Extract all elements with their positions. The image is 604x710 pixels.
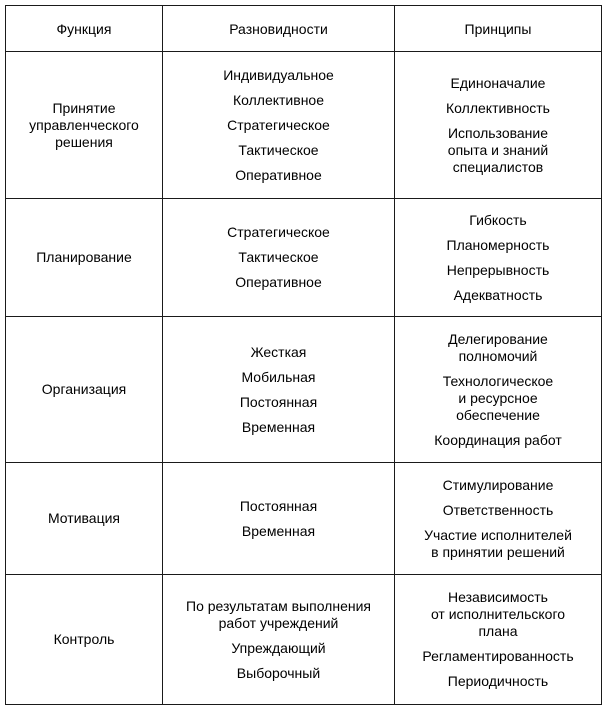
cell-item: Технологическое и ресурсное обеспечение <box>442 372 554 423</box>
table-row <box>6 52 602 199</box>
function-text <box>12 631 156 648</box>
cell-item: Координация работ <box>434 431 562 448</box>
varieties-list <box>169 498 388 540</box>
cell-item: Стимулирование <box>442 476 554 493</box>
varieties-cell <box>163 198 395 317</box>
principles-cell <box>395 52 602 199</box>
cell-item: Оперативное <box>235 166 322 183</box>
cell-item: Гибкость <box>469 211 527 228</box>
function-cell <box>6 575 163 705</box>
cell-item: Мотивация <box>47 510 121 527</box>
function-cell <box>6 317 163 463</box>
cell-item: Коллективность <box>446 99 550 116</box>
function-text <box>12 381 156 398</box>
principles-list <box>401 75 595 176</box>
header-varieties: Разновидности <box>163 6 395 52</box>
cell-item: Упреждающий <box>231 639 326 656</box>
function-text <box>12 510 156 527</box>
function-cell <box>6 198 163 317</box>
cell-item: Делегирование полномочий <box>448 330 548 364</box>
cell-item: Мобильная <box>241 368 316 385</box>
cell-item: Жесткая <box>250 343 307 360</box>
varieties-list <box>169 598 388 682</box>
varieties-cell <box>163 317 395 463</box>
cell-item: Временная <box>241 418 316 435</box>
varieties-cell <box>163 575 395 705</box>
principles-list <box>401 589 595 690</box>
cell-item: Тактическое <box>238 249 319 266</box>
cell-item: Использование опыта и знаний специалистов <box>447 124 549 175</box>
header-principles: Принципы <box>395 6 602 52</box>
cell-item: Постоянная <box>239 393 318 410</box>
cell-item: Адекватность <box>453 286 543 303</box>
cell-item: Периодичность <box>447 673 549 690</box>
cell-item: Планирование <box>36 249 132 266</box>
cell-item: Оперативное <box>235 274 322 291</box>
varieties-list <box>169 344 388 436</box>
cell-item: Единоначалие <box>450 74 546 91</box>
cell-item: Тактическое <box>238 141 319 158</box>
principles-cell <box>395 317 602 463</box>
cell-item: Коллективное <box>232 91 324 108</box>
cell-item: Индивидуальное <box>223 66 334 83</box>
varieties-cell <box>163 52 395 199</box>
cell-item: Независимость от исполнительского плана <box>430 589 566 640</box>
principles-cell <box>395 462 602 574</box>
function-cell <box>6 52 163 199</box>
table-body <box>6 6 602 705</box>
cell-item: Участие исполнителей в принятии решений <box>424 526 572 560</box>
varieties-list <box>169 67 388 184</box>
principles-cell <box>395 575 602 705</box>
cell-item: Контроль <box>53 631 115 648</box>
cell-item: Постоянная <box>239 497 318 514</box>
functions-table <box>5 5 602 705</box>
principles-list <box>401 212 595 304</box>
table-row <box>6 198 602 317</box>
varieties-list <box>169 224 388 291</box>
function-text <box>12 100 156 151</box>
function-text <box>12 249 156 266</box>
cell-item: Временная <box>241 522 316 539</box>
principles-cell <box>395 198 602 317</box>
cell-item: Организация <box>41 381 127 398</box>
cell-item: Регламентированность <box>422 648 574 665</box>
varieties-cell <box>163 462 395 574</box>
cell-item: Ответственность <box>442 501 554 518</box>
cell-item: Непрерывность <box>446 261 550 278</box>
table-row <box>6 575 602 705</box>
principles-list <box>401 477 595 561</box>
cell-item: Принятие управленческого решения <box>29 99 139 150</box>
header-function: Функция <box>6 6 163 52</box>
table-row <box>6 462 602 574</box>
cell-item: Планомерность <box>446 236 550 253</box>
cell-item: По результатам выполнения работ учреждений <box>186 597 371 631</box>
principles-list <box>401 331 595 449</box>
cell-item: Стратегическое <box>227 116 330 133</box>
cell-item: Выборочный <box>236 664 321 681</box>
cell-item: Стратегическое <box>227 224 330 241</box>
header-row <box>6 6 602 52</box>
function-cell <box>6 462 163 574</box>
table-row <box>6 317 602 463</box>
